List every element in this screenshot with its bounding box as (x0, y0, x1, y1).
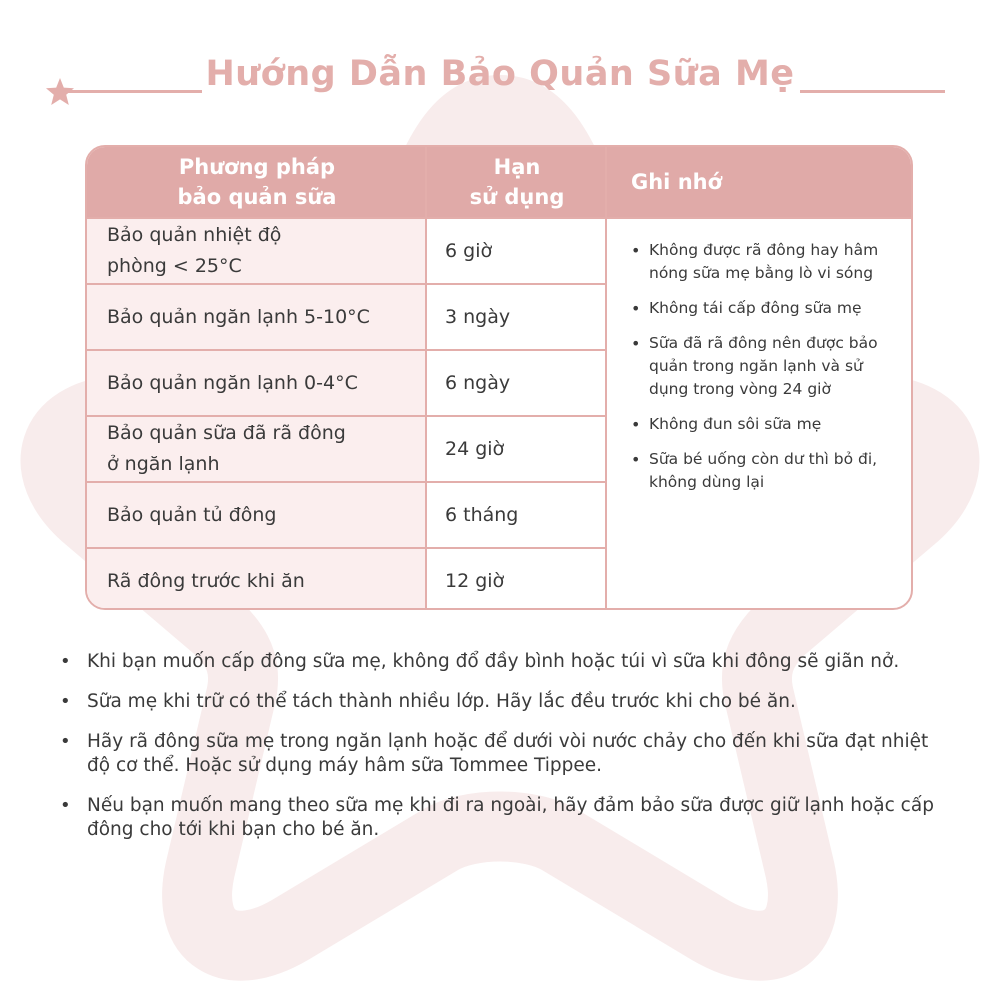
note-item: • Sữa đã rã đông nên được bảo quản trong ngăn lạnh và sử dụng trong vòng 24 giờ (631, 332, 899, 401)
notes-list (631, 239, 899, 494)
expiry-cell: 3 ngày (445, 306, 511, 328)
tips-list (60, 650, 940, 842)
tip-item: • Sữa mẹ khi trữ có thể tách thành nhiều lớp. Hãy lắc đều trước khi cho bé ăn. (60, 690, 940, 714)
note-item: • Không đun sôi sữa mẹ (631, 413, 899, 436)
header-expiry: Hạn sử dụng (469, 155, 565, 209)
tip-item: • Khi bạn muốn cấp đông sữa mẹ, không đổ đầy bình hoặc túi vì sữa khi đông sẽ giãn nở. (60, 650, 940, 674)
expiry-cell: 6 giờ (445, 240, 493, 262)
expiry-cell: 6 ngày (445, 372, 511, 394)
method-cell: Bảo quản ngăn lạnh 5-10°C (107, 305, 370, 328)
method-cell: Bảo quản sữa đã rã đông ở ngăn lạnh (107, 422, 346, 475)
notes-cell (607, 217, 913, 610)
tip-item: • Nếu bạn muốn mang theo sữa mẹ khi đi ra ngoài, hãy đảm bảo sữa được giữ lạnh hoặc cấp đông cho tới khi bạn cho bé ăn. (60, 794, 940, 842)
column-divider (425, 147, 427, 608)
method-cell: Rã đông trước khi ăn (107, 569, 305, 592)
star-icon (44, 76, 76, 108)
expiry-cell: 24 giờ (445, 438, 505, 460)
title-bar (0, 48, 1000, 118)
table-row (87, 547, 605, 610)
table-row (87, 283, 605, 349)
note-item: • Không được rã đông hay hâm nóng sữa mẹ bằng lò vi sóng (631, 239, 899, 285)
header-notes: Ghi nhớ (631, 170, 723, 194)
title-divider-right (800, 90, 945, 93)
method-cell: Bảo quản ngăn lạnh 0-4°C (107, 371, 358, 394)
storage-table (85, 145, 913, 610)
note-item: • Không tái cấp đông sữa mẹ (631, 297, 899, 320)
expiry-cell: 12 giờ (445, 570, 505, 592)
method-cell: Bảo quản nhiệt độ phòng < 25°C (107, 224, 282, 277)
page-title: Hướng Dẫn Bảo Quản Sữa Mẹ (205, 54, 795, 94)
table-header (87, 147, 911, 217)
note-item: • Sữa bé uống còn dư thì bỏ đi, không dùng lại (631, 448, 899, 494)
method-cell: Bảo quản tủ đông (107, 503, 277, 526)
expiry-cell: 6 tháng (445, 504, 519, 526)
tip-item: • Hãy rã đông sữa mẹ trong ngăn lạnh hoặc để dưới vòi nước chảy cho đến khi sữa đạt nhiệt độ cơ thể. Hoặc sử dụng máy hâm sữa Tommee Tippee. (60, 730, 940, 778)
column-divider (605, 147, 607, 608)
header-method: Phương pháp bảo quản sữa (177, 155, 337, 209)
table-row (87, 481, 605, 547)
title-divider-left (62, 90, 202, 93)
table-row (87, 349, 605, 415)
tips-section (60, 650, 940, 858)
table-row (87, 415, 605, 481)
table-row (87, 217, 605, 283)
